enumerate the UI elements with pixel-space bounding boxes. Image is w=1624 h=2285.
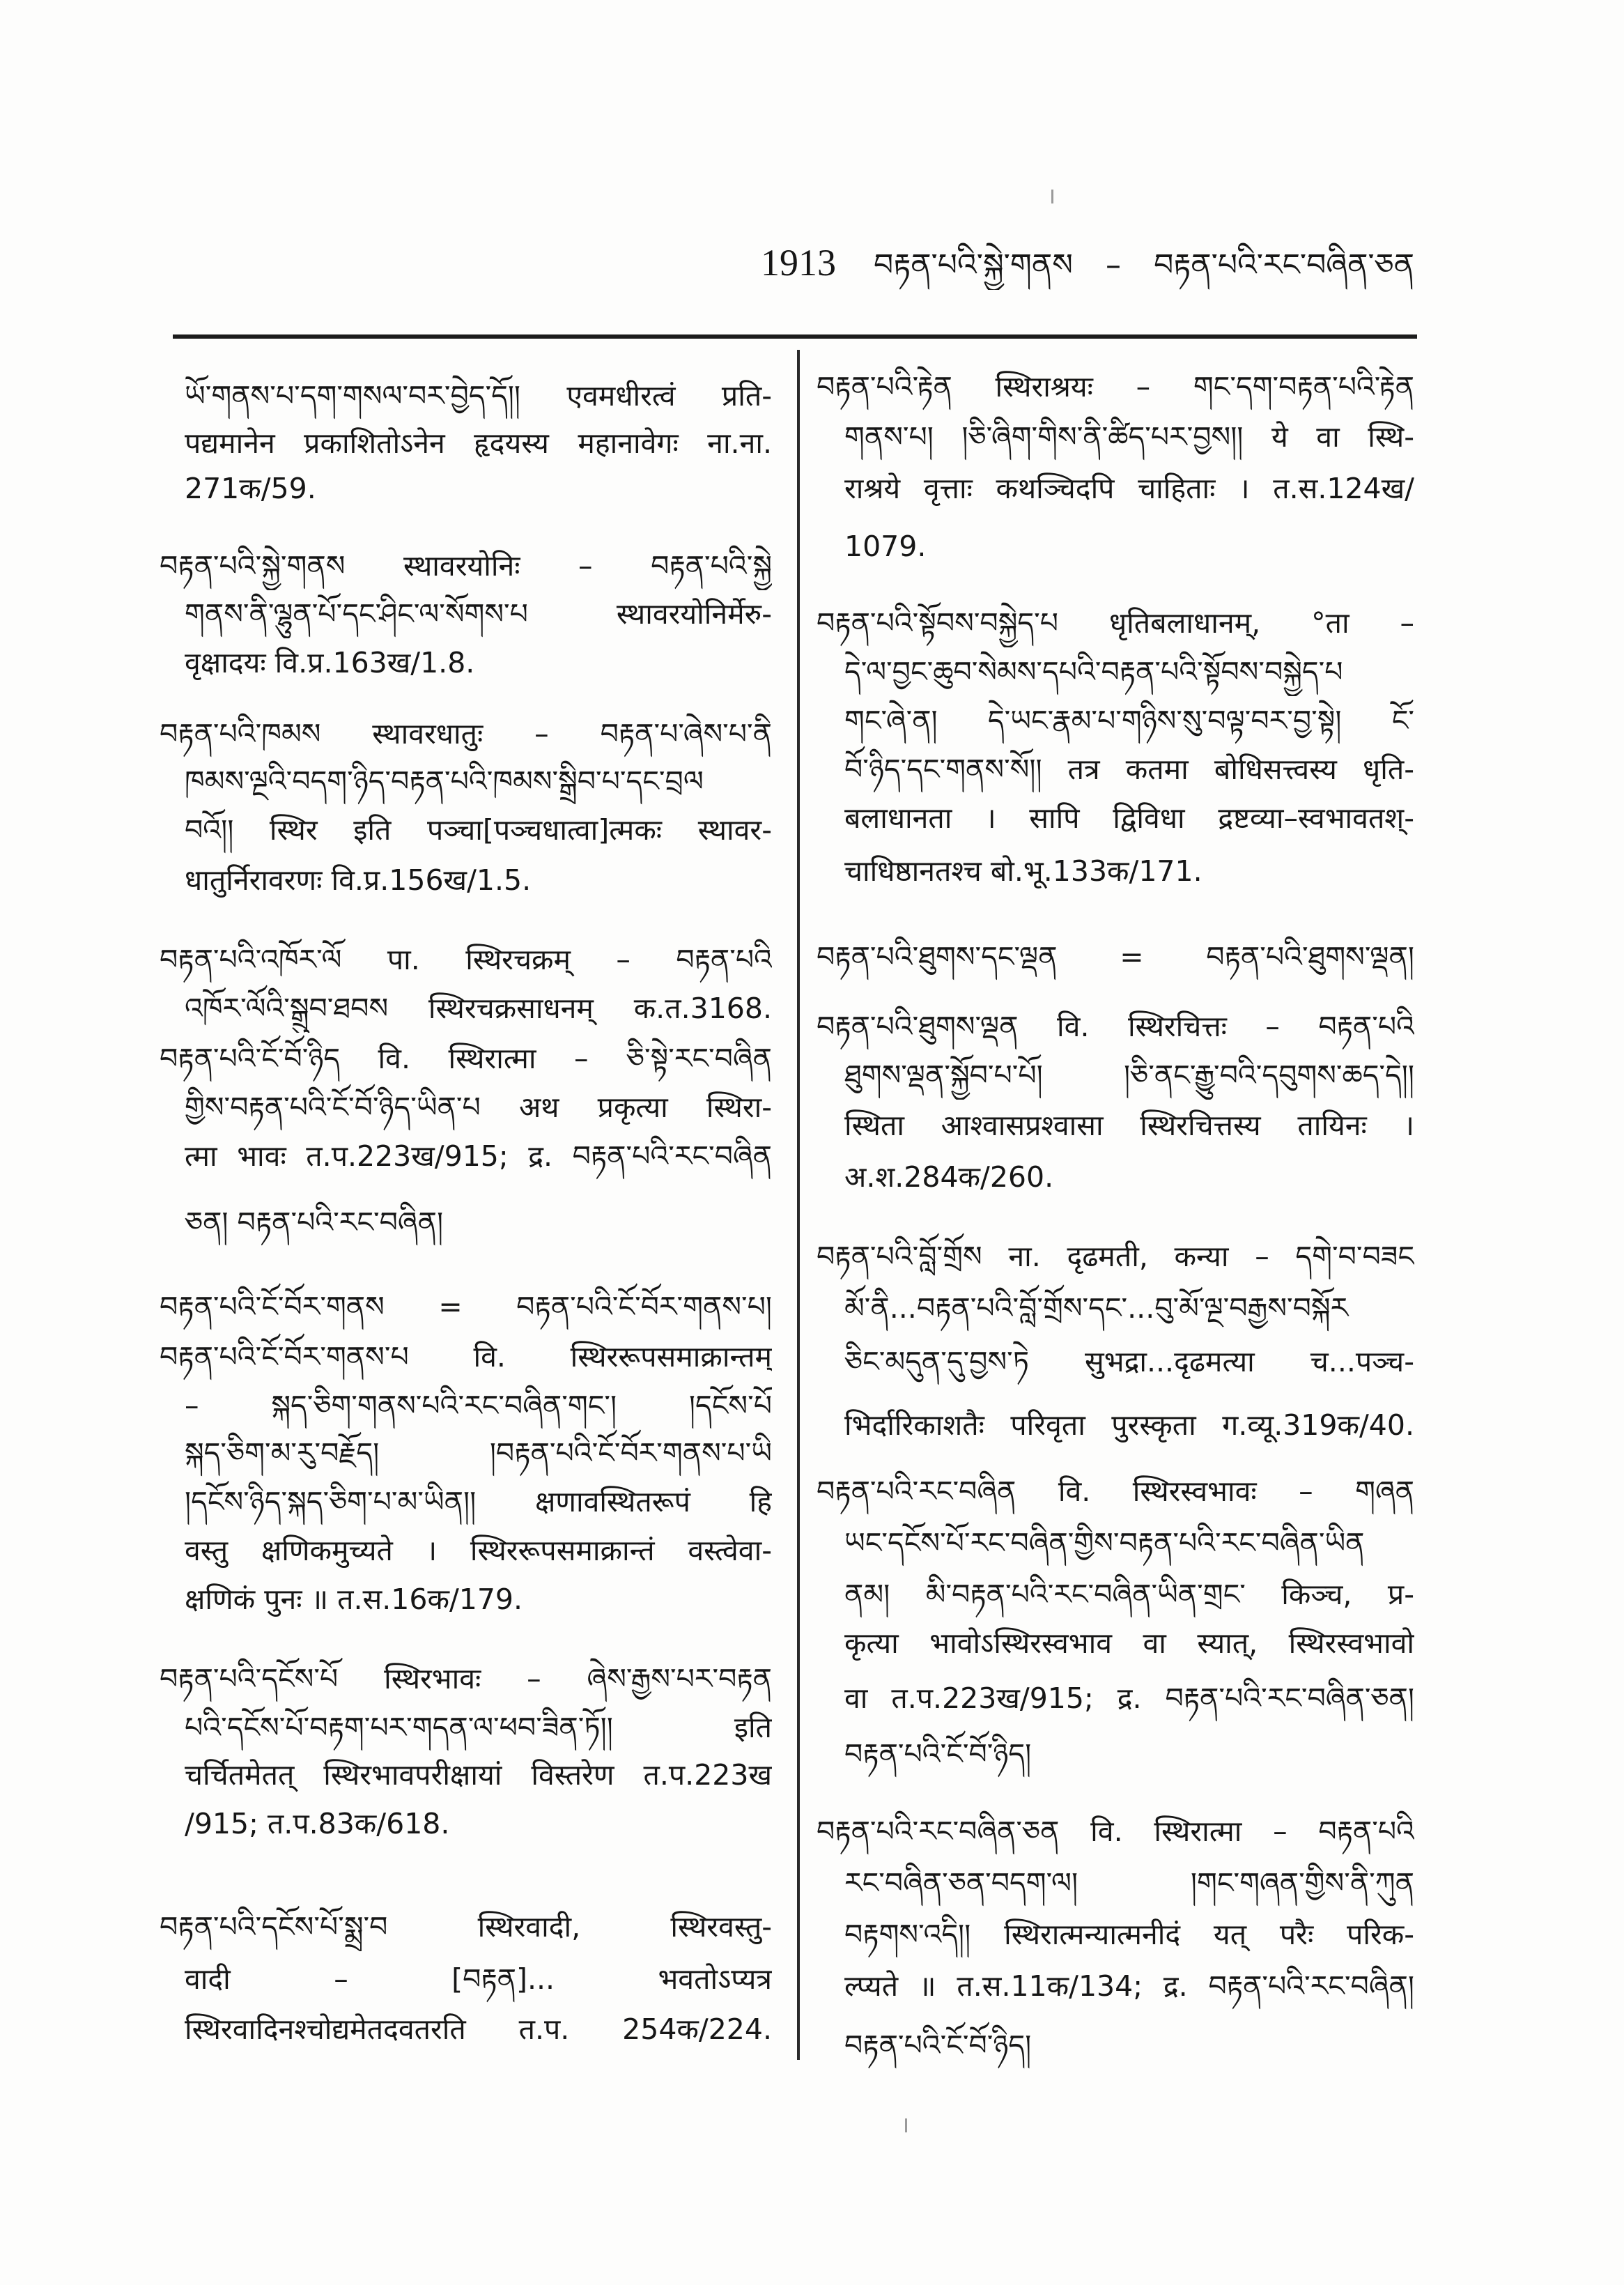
entry-line: གནས་པ། །ཅི་ཞིག་གིས་ནི་ཚིད་པར་བྱས།། ये वा स्थि- bbox=[844, 420, 1414, 454]
scan-speck bbox=[1051, 190, 1053, 203]
entry-headword-line: བརྟན་པའི་ངོ་བོར་གནས = བརྟན་པའི་ངོ་བོར་གནས་པ། bbox=[160, 1290, 772, 1323]
entry-headword-line: བརྟན་པའི་རང་བཞིན་ཅན वि. स्थिरात्मा – བརྟན་པའི bbox=[817, 1815, 1414, 1848]
entry-line: དེ་ལ་བྱང་ཆུབ་སེམས་དཔའི་བརྟན་པའི་སྟོབས་བསྐྱེད་པ bbox=[844, 655, 1343, 688]
entry-line: །དངོས་ཉིད་སྐད་ཅིག་པ་མ་ཡིན།། क्षणावस्थितरूपं हि bbox=[185, 1485, 772, 1518]
entry-line: वादी – [བརྟན]... भवतोऽप्यत्र bbox=[185, 1962, 772, 1996]
entry-line: राश्रये वृत्ताः कथञ्चिदपि चाहिताः । त.स.124ख/ bbox=[844, 472, 1414, 505]
entry-headword-line: བརྟན་པའི་འཁོར་ལོ पा. स्थिरचक्रम् – བརྟན་པའི bbox=[160, 943, 772, 976]
entry-line: क्षणिकं पुनः ॥ त.स.16क/179. bbox=[185, 1583, 523, 1616]
entry-line: བརྟགས་འདི།། स्थिरात्मन्यात्मनीदं यत् परैः परिक- bbox=[844, 1918, 1414, 1951]
entry-line: པའི་དངོས་པོ་བརྟག་པར་གདན་ལ་ཕབ་ཟིན་ཏོ།། इति bbox=[185, 1711, 772, 1744]
entry-line: ཅན། བརྟན་པའི་རང་བཞིན། bbox=[185, 1206, 444, 1239]
entry-line: ཡོ་གནས་པ་དག་གསལ་བར་བྱེད་དོ།། एवमधीरत्वं प्रति- bbox=[185, 379, 772, 413]
entry-line: ཅིང་མདུན་དུ་བྱས་ཏེ सुभद्रा...दृढमत्या च...पञ्च- bbox=[844, 1345, 1414, 1378]
entry-headword-line: བརྟན་པའི་ཐུགས་ལྡན वि. स्थिरचित्तः – བརྟན་པའི bbox=[817, 1010, 1414, 1043]
entry-line: वा त.प.223ख/915; द्र. བརྟན་པའི་རང་བཞིན་ཅན། bbox=[844, 1682, 1414, 1715]
entry-line: གྱིས་བརྟན་པའི་ངོ་བོ་ཉིད་ཡིན་པ अथ प्रकृत्या स्थिरा- bbox=[185, 1091, 772, 1124]
entry-line: བོ་ཉིད་དང་གནས་སོ།། तत्र कतमा बोधिसत्त्वस्य धृति- bbox=[844, 753, 1414, 786]
column-divider bbox=[797, 350, 800, 2060]
entry-line: त्मा भावः त.प.223ख/915; द्र. བརྟན་པའི་རང་བཞིན bbox=[185, 1139, 772, 1173]
entry-line: चर्चितमेतत् स्थिरभावपरीक्षायां विस्तरेण त.प.223ख bbox=[185, 1758, 772, 1792]
entry-line: स्थिरवादिनश्चोद्यमेतदवतरति त.प. 254क/224. bbox=[185, 2013, 772, 2046]
entry-headword-line: བརྟན་པའི་ངོ་བོ་ཉིད वि. स्थिरात्मा – ཅི་སྟེ་རང་བཞིན bbox=[160, 1042, 772, 1075]
entry-headword-line: བརྟན་པའི་ཐུགས་དང་ལྡན = བརྟན་པའི་ཐུགས་ལྡན། bbox=[817, 940, 1414, 974]
entry-line: འཁོར་ལོའི་སྒྲུབ་ཐབས स्थिरचक्रसाधनम् क.त.3168. bbox=[185, 992, 772, 1025]
entry-line: 271क/59. bbox=[185, 472, 316, 505]
entry-line: कृत्या भावोऽस्थिरस्वभाव वा स्यात्, स्थिरस्वभावो bbox=[844, 1626, 1414, 1660]
entry-line: ཡང་དངོས་པོ་རང་བཞིན་གྱིས་བརྟན་པའི་རང་བཞིན་ཡིན bbox=[844, 1526, 1365, 1560]
entry-headword-line: བརྟན་པའི་དངོས་པོ स्थिरभावः – ཞེས་རྒྱས་པར་བརྟན bbox=[160, 1662, 772, 1695]
entry-headword-line: བརྟན་པའི་ཁམས स्थावरधातुः – བརྟན་པ་ཞེས་པ་ནི bbox=[160, 717, 772, 751]
entry-line: བའོ།། स्थिर इति पञ्चा[पञ्चधात्वा]त्मकः स्थावर- bbox=[185, 813, 772, 847]
entry-line: चाधिष्ठानतश्च बो.भू.133क/171. bbox=[844, 854, 1202, 888]
entry-line: वस्तु क्षणिकमुच्यते । स्थिररूपसमाक्रान्तं वस्त्वेवा- bbox=[185, 1534, 772, 1567]
entry-line: རང་བཞིན་ཅན་བདག་ལ། །གང་གཞན་གྱིས་ནི་ཀུན bbox=[844, 1866, 1414, 1900]
entry-line: धातुर्निरावरणः वि.प्र.156ख/1.5. bbox=[185, 863, 532, 897]
header-rule bbox=[173, 334, 1417, 339]
entry-line: ཐུགས་ལྡན་སྐྱོབ་པ་པོ། །ཅི་ནང་རྒྱུ་བའི་དབུགས་ཆད་དེ།། bbox=[844, 1059, 1414, 1092]
entry-line: བརྟན་པའི་ངོ་བོ་ཉིད། bbox=[844, 1737, 1032, 1771]
entry-line: མོ་ནི...བརྟན་པའི་བློ་གྲོས་དང་...བུ་མོ་ལྔ་བརྒྱས་བསྐོར bbox=[844, 1291, 1349, 1325]
entry-line: वृक्षादयः वि.प्र.163ख/1.8. bbox=[185, 646, 475, 679]
entry-line: बलाधानता । सापि द्विविधा द्रष्टव्या–स्वभावतश्- bbox=[844, 801, 1414, 835]
entry-line: ཁམས་ལྔའི་བདག་ཉིད་བརྟན་པའི་ཁམས་སྒྲིབ་པ་དང་བྲལ bbox=[185, 764, 704, 798]
entry-line: अ.श.284क/260. bbox=[844, 1160, 1054, 1194]
entry-headword-line: བརྟན་པའི་རང་བཞིན वि. स्थिरस्वभावः – གཞན bbox=[817, 1475, 1414, 1508]
entry-line: – སྐད་ཅིག་གནས་པའི་རང་བཞིན་གང་། །དངོས་པོ bbox=[185, 1389, 772, 1422]
entry-line: स्थिता आश्वासप्रश्वासा स्थिरचित्तस्य तायिनः । bbox=[844, 1109, 1414, 1142]
entry-line: གང་ཞེ་ན། དེ་ཡང་རྣམ་པ་གཉིས་སུ་བལྟ་བར་བྱ་སྟེ། ངོ་ bbox=[844, 704, 1414, 737]
scan-speck bbox=[905, 2118, 907, 2132]
entry-headword-line: བརྟན་པའི་དངོས་པོ་སྨྲ་བ स्थिरवादी, स्थिरवस्तु- bbox=[160, 1910, 772, 1944]
entry-line: བརྟན་པའི་ངོ་བོ་ཉིད། bbox=[844, 2029, 1032, 2062]
page-number: 1913 bbox=[761, 242, 836, 284]
entry-headword-line: བརྟན་པའི་རྟེན स्थिराश्रयः – གང་དག་བརྟན་པའི་རྟེན bbox=[817, 370, 1414, 403]
entry-line: /915; त.प.83क/618. bbox=[185, 1807, 450, 1840]
running-head: བརྟན་པའི་སྐྱེ་གནས – བརྟན་པའི་རང་བཞིན་ཅན bbox=[874, 247, 1414, 283]
entry-headword-line: བརྟན་པའི་སྐྱེ་གནས स्थावरयोनिः – བརྟན་པའི་སྐྱེ bbox=[160, 549, 772, 583]
entry-line: पद्यमानेन प्रकाशितोऽनेन हृदयस्य महानावेगः ना.ना. bbox=[185, 426, 772, 460]
entry-headword-line: བརྟན་པའི་བློ་གྲོས ना. दृढमती, कन्या – དགེ་བ་བཟང bbox=[817, 1240, 1414, 1273]
entry-line: སྐད་ཅིག་མ་རུ་བརྗོད། །བརྟན་པའི་ངོ་བོར་གནས་པ་ཡི bbox=[185, 1436, 772, 1470]
entry-line: ल्प्यते ॥ त.स.11क/134; द्र. བརྟན་པའི་རང་བཞིན། bbox=[844, 1969, 1414, 2003]
entry-headword-line: བརྟན་པའི་ངོ་བོར་གནས་པ वि. स्थिररूपसमाक्रान्तम् bbox=[160, 1340, 772, 1374]
entry-line: भिर्दारिकाशतैः परिवृता पुरस्कृता ग.व्यू.319क/40. bbox=[844, 1408, 1414, 1442]
entry-headword-line: བརྟན་པའི་སྟོབས་བསྐྱེད་པ धृतिबलाधानम्, °ता – bbox=[817, 606, 1414, 640]
entry-line: གནས་ནི་ལྷུན་པོ་དང་ཤིང་ལ་སོགས་པ स्थावरयोनिर्मेरु- bbox=[185, 597, 772, 631]
entry-line: ནམ། མི་བརྟན་པའི་རང་བཞིན་ཡིན་གྲང་ किञ्च, प्र- bbox=[844, 1578, 1414, 1611]
entry-line: 1079. bbox=[844, 530, 927, 563]
